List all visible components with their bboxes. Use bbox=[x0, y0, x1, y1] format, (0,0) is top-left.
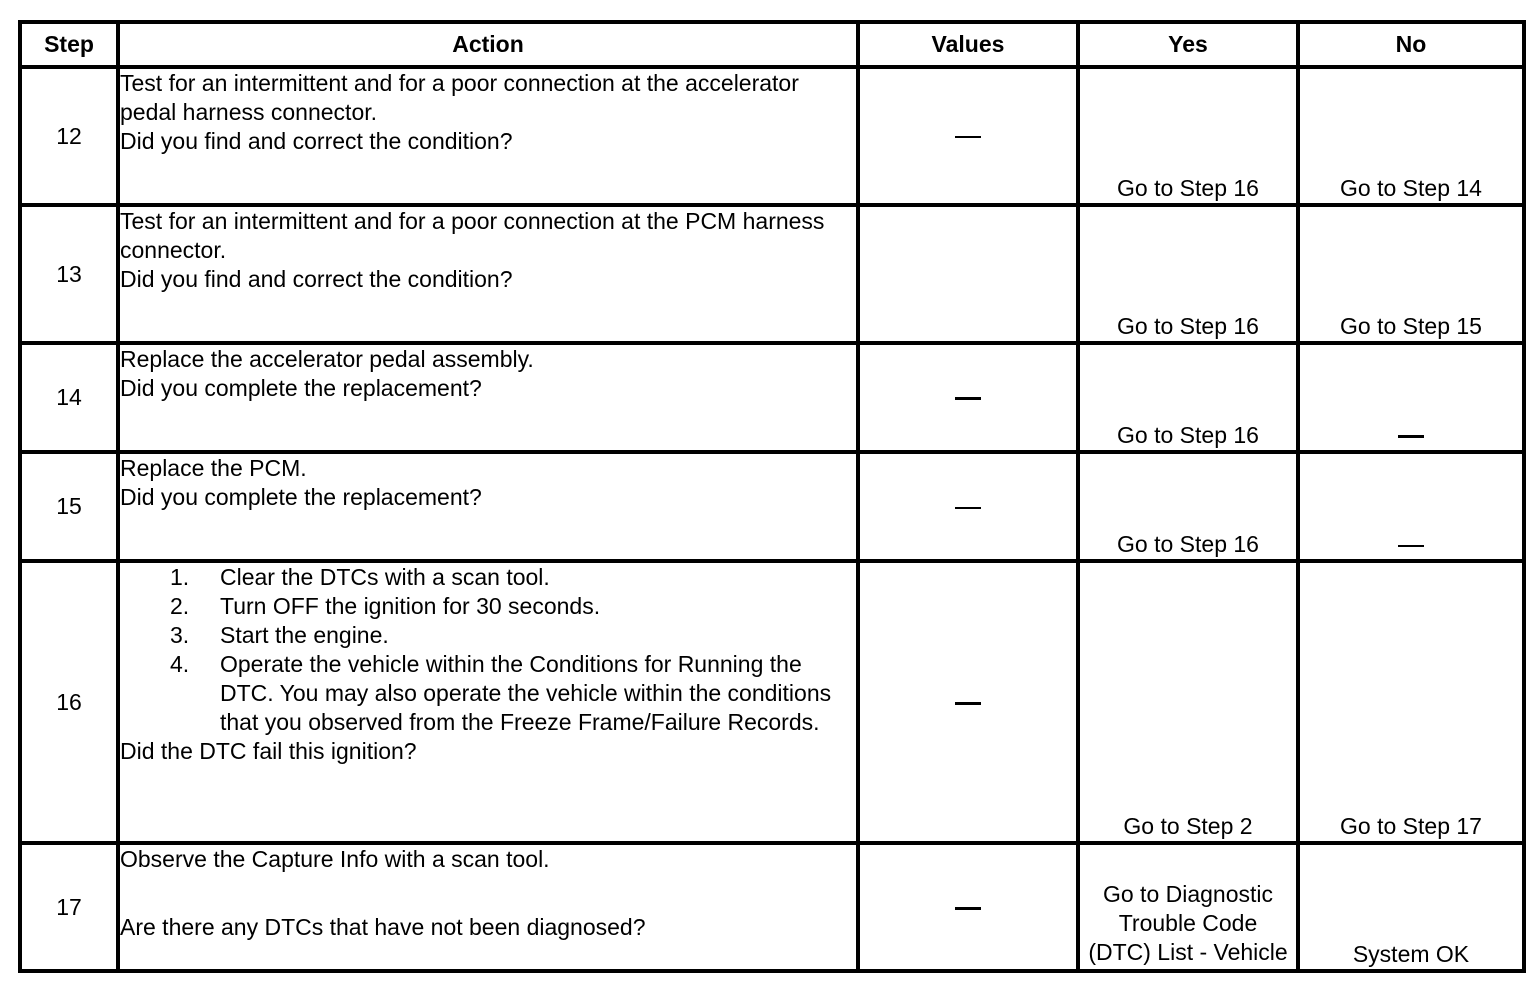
dash-mark bbox=[955, 397, 981, 400]
action-cell bbox=[118, 561, 858, 843]
action-question: Are there any DTCs that have not been diagnosed? bbox=[120, 914, 646, 940]
step-number: 17 bbox=[20, 843, 118, 971]
action-cell bbox=[118, 343, 858, 452]
header-step: Step bbox=[20, 22, 118, 67]
no-cell: Go to Step 14 bbox=[1298, 67, 1524, 205]
list-item-number: 3. bbox=[170, 622, 190, 648]
list-item bbox=[120, 563, 856, 592]
list-item-number: 2. bbox=[170, 593, 190, 619]
dash-mark bbox=[955, 136, 981, 138]
dash-mark bbox=[955, 702, 981, 705]
yes-cell: Go to Step 16 bbox=[1078, 67, 1298, 205]
table-row bbox=[20, 452, 1524, 561]
list-item-text: Operate the vehicle within the Conditions for Running the DTC. You may also operate the vehicle within the conditions that you observed from the Freeze Frame/Failure Records. bbox=[220, 651, 832, 735]
yes-cell: Go to Step 16 bbox=[1078, 205, 1298, 343]
values-cell bbox=[858, 343, 1078, 452]
table-row bbox=[20, 561, 1524, 843]
values-cell bbox=[858, 452, 1078, 561]
action-question: Did you find and correct the condition? bbox=[120, 128, 513, 154]
step-number: 15 bbox=[20, 452, 118, 561]
table-row bbox=[20, 205, 1524, 343]
no-cell: Go to Step 17 bbox=[1298, 561, 1524, 843]
yes-cell: Go to Step 16 bbox=[1078, 343, 1298, 452]
list-item bbox=[120, 621, 856, 650]
values-cell bbox=[858, 843, 1078, 971]
action-text: Test for an intermittent and for a poor connection at the PCM harness connector. bbox=[120, 208, 825, 263]
header-row bbox=[20, 22, 1524, 67]
dash-mark bbox=[1398, 545, 1424, 547]
action-question: Did you complete the replacement? bbox=[120, 375, 482, 401]
step-number: 13 bbox=[20, 205, 118, 343]
no-cell bbox=[1298, 343, 1524, 452]
dash-mark bbox=[955, 507, 981, 509]
list-item-number: 1. bbox=[170, 564, 190, 590]
yes-cell: Go to Diagnostic Trouble Code (DTC) List - Vehicle bbox=[1078, 843, 1298, 971]
values-cell bbox=[858, 67, 1078, 205]
action-text: Replace the PCM. bbox=[120, 455, 307, 481]
action-step-list bbox=[120, 563, 856, 737]
table-row bbox=[20, 343, 1524, 452]
header-yes: Yes bbox=[1078, 22, 1298, 67]
action-cell bbox=[118, 205, 858, 343]
step-number: 12 bbox=[20, 67, 118, 205]
action-question: Did the DTC fail this ignition? bbox=[120, 738, 417, 764]
action-cell bbox=[118, 452, 858, 561]
action-text: Observe the Capture Info with a scan tool. bbox=[120, 846, 550, 872]
list-item-text: Start the engine. bbox=[220, 622, 389, 648]
step-number: 14 bbox=[20, 343, 118, 452]
header-action: Action bbox=[118, 22, 858, 67]
action-text: Test for an intermittent and for a poor connection at the accelerator pedal harness connector. bbox=[120, 70, 799, 125]
list-item-text: Clear the DTCs with a scan tool. bbox=[220, 564, 550, 590]
dash-mark bbox=[1398, 435, 1424, 438]
list-item-number: 4. bbox=[170, 651, 190, 677]
action-cell bbox=[118, 843, 858, 971]
header-values: Values bbox=[858, 22, 1078, 67]
no-cell: System OK bbox=[1298, 843, 1524, 971]
table-row bbox=[20, 67, 1524, 205]
yes-cell: Go to Step 16 bbox=[1078, 452, 1298, 561]
table-row bbox=[20, 843, 1524, 971]
values-cell bbox=[858, 561, 1078, 843]
action-cell bbox=[118, 67, 858, 205]
list-item-text: Turn OFF the ignition for 30 seconds. bbox=[220, 593, 601, 619]
action-text: Replace the accelerator pedal assembly. bbox=[120, 346, 534, 372]
values-cell bbox=[858, 205, 1078, 343]
no-cell: Go to Step 15 bbox=[1298, 205, 1524, 343]
diagnostic-table bbox=[18, 20, 1526, 973]
action-question: Did you find and correct the condition? bbox=[120, 266, 513, 292]
yes-cell: Go to Step 2 bbox=[1078, 561, 1298, 843]
no-cell bbox=[1298, 452, 1524, 561]
list-item bbox=[120, 650, 856, 737]
dash-mark bbox=[955, 907, 981, 910]
list-item bbox=[120, 592, 856, 621]
step-number: 16 bbox=[20, 561, 118, 843]
action-question: Did you complete the replacement? bbox=[120, 484, 482, 510]
header-no: No bbox=[1298, 22, 1524, 67]
